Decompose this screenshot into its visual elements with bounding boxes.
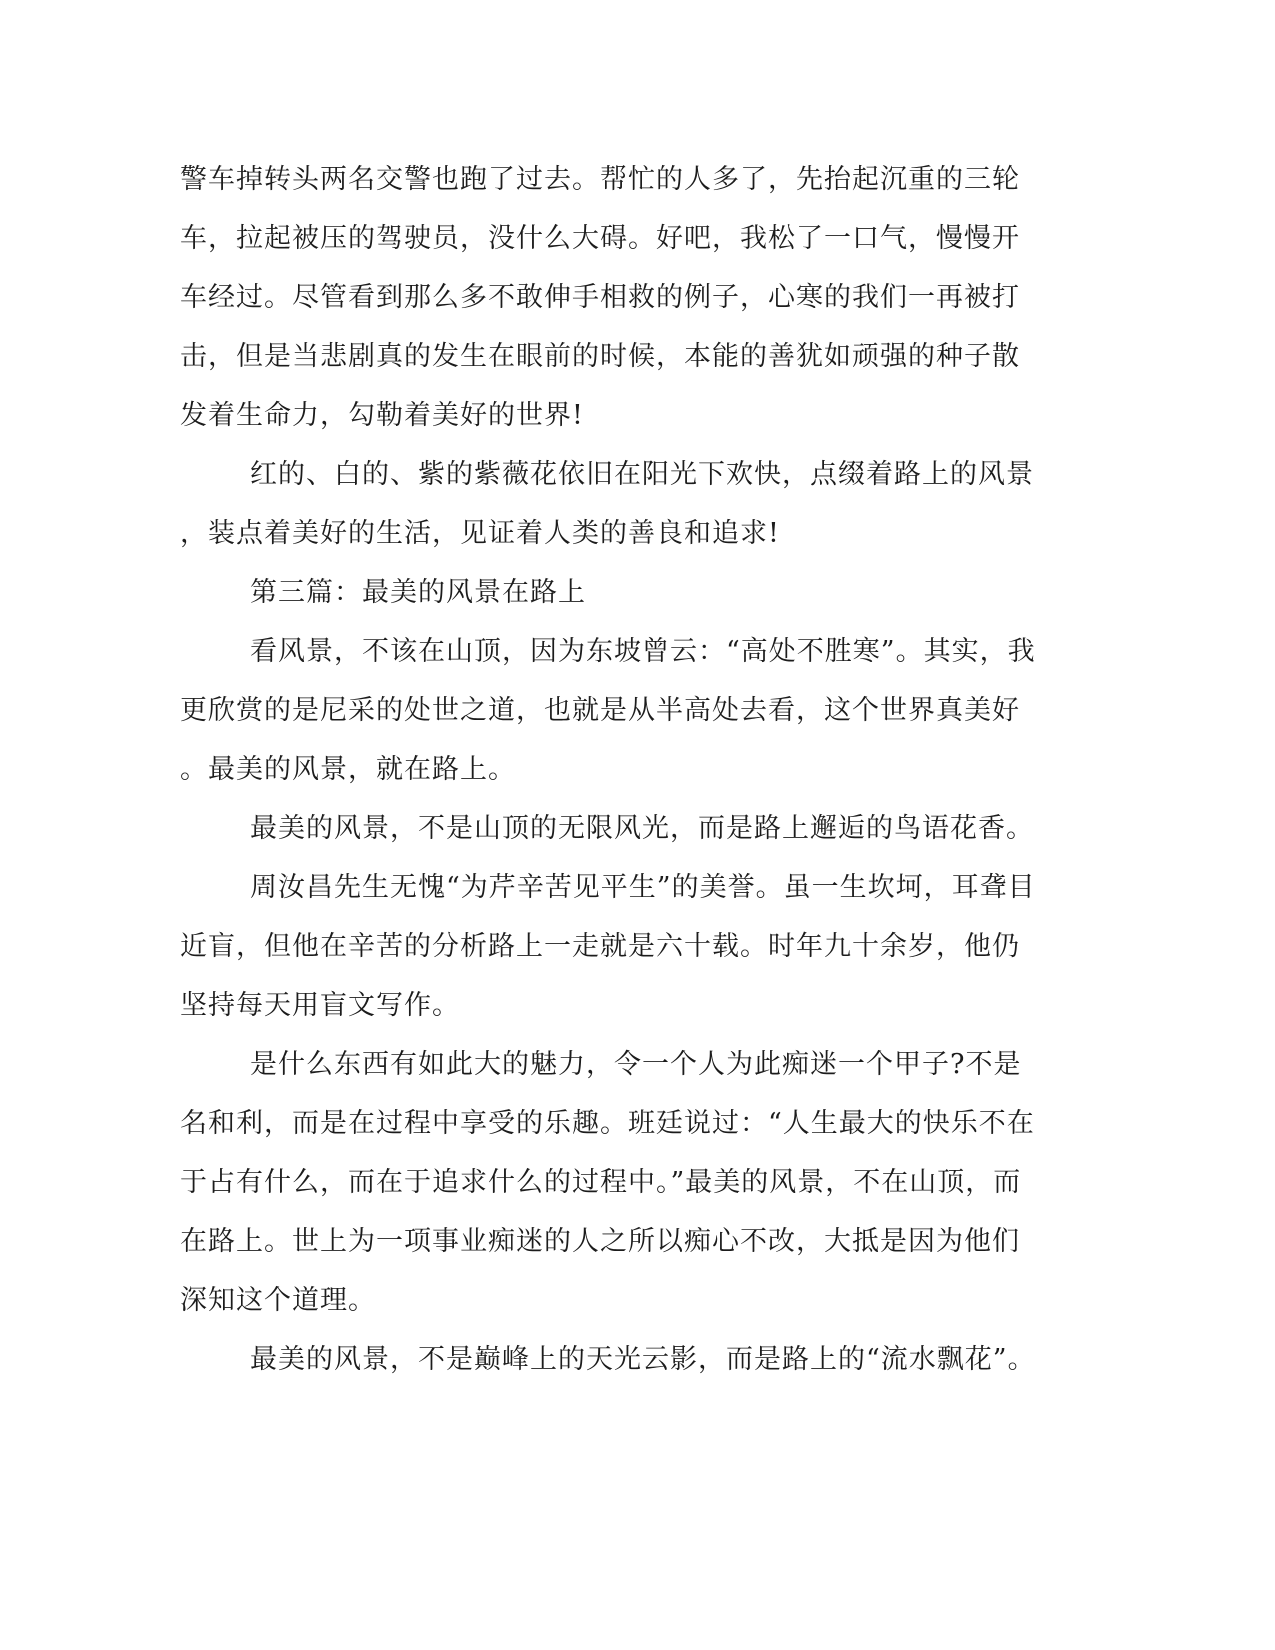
text-line: 警车掉转头两名交警也跑了过去。帮忙的人多了，先抬起沉重的三轮 [180,164,1020,195]
text-line: 在路上。世上为一项事业痴迷的人之所以痴心不改，大抵是因为他们 [180,1226,1020,1257]
section-heading: 第三篇：最美的风景在路上 [250,577,586,608]
text-line: 是什么东西有如此大的魅力，令一个人为此痴迷一个甲子?不是 [250,1049,1022,1080]
text-line: 红的、白的、紫的紫薇花依旧在阳光下欢快，点缀着路上的风景 [250,459,1034,490]
text-line: ，装点着美好的生活，见证着人类的善良和追求! [180,518,780,549]
text-line: 坚持每天用盲文写作。 [180,990,460,1021]
text-line: 近盲，但他在辛苦的分析路上一走就是六十载。时年九十余岁，他仍 [180,931,1020,962]
text-line: 击，但是当悲剧真的发生在眼前的时候，本能的善犹如顽强的种子散 [180,341,1020,372]
text-line: 最美的风景，不是山顶的无限风光，而是路上邂逅的鸟语花香。 [250,813,1034,844]
text-line: 更欣赏的是尼采的处世之道，也就是从半高处去看，这个世界真美好 [180,695,1020,726]
text-line: 于占有什么，而在于追求什么的过程中。”最美的风景，不在山顶，而 [180,1167,1022,1198]
text-line: 。最美的风景，就在路上。 [180,754,516,785]
text-line: 名和利，而是在过程中享受的乐趣。班廷说过：“人生最大的快乐不在 [180,1108,1035,1139]
text-line: 最美的风景，不是巅峰上的天光云影，而是路上的“流水飘花”。 [250,1344,1036,1375]
text-line: 车经过。尽管看到那么多不敢伸手相救的例子，心寒的我们一再被打 [180,282,1020,313]
text-line: 深知这个道理。 [180,1285,376,1316]
text-line: 周汝昌先生无愧“为芹辛苦见平生”的美誉。虽一生坎坷，耳聋目 [250,872,1036,903]
text-line: 看风景，不该在山顶，因为东坡曾云：“高处不胜寒”。其实，我 [250,636,1036,667]
text-line: 车，拉起被压的驾驶员，没什么大碍。好吧，我松了一口气，慢慢开 [180,223,1020,254]
text-line: 发着生命力，勾勒着美好的世界! [180,400,584,431]
